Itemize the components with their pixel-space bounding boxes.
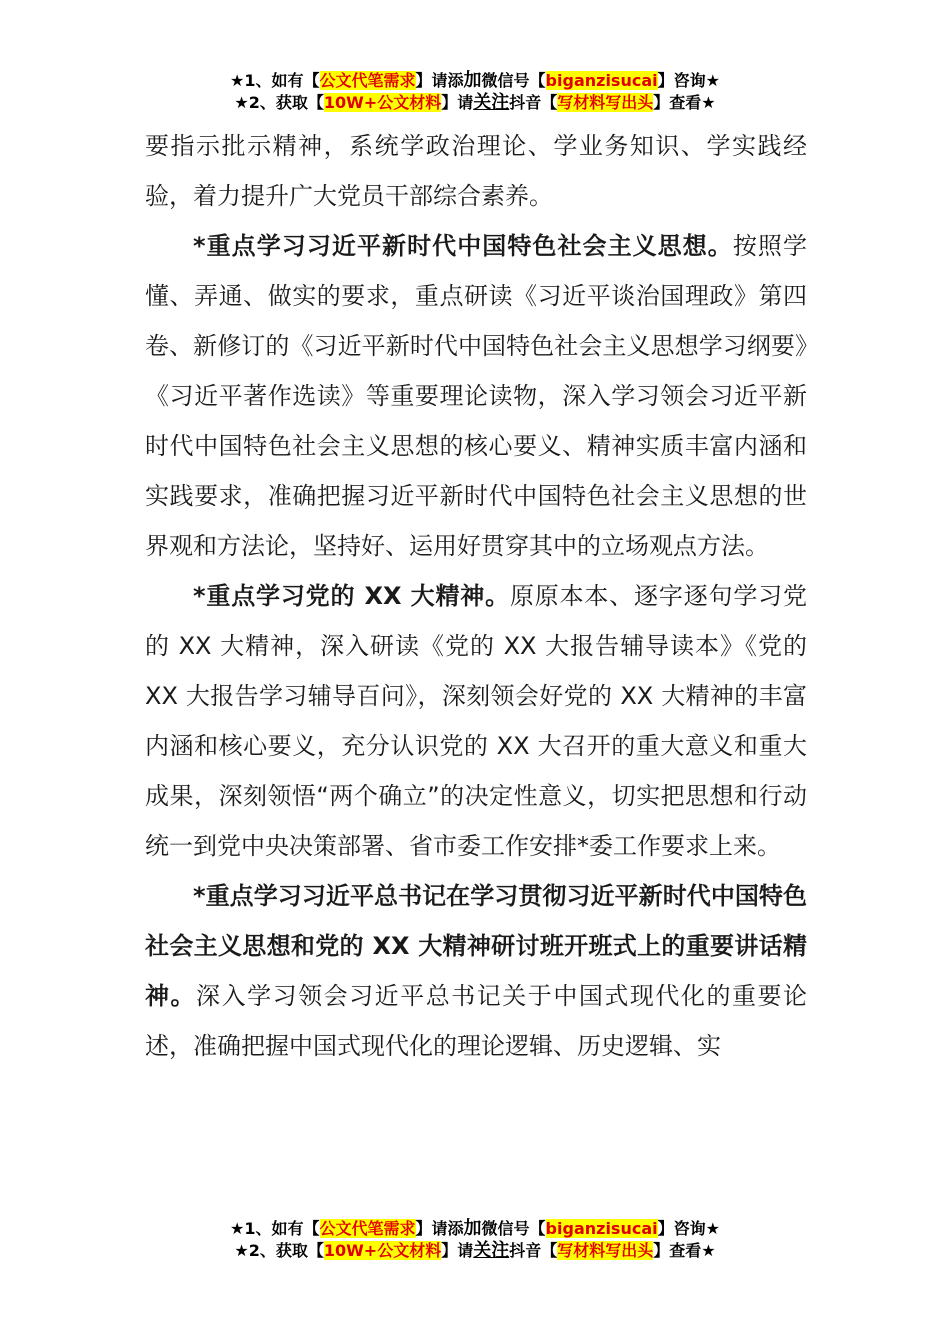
- banner-text: 抖音【: [509, 93, 558, 112]
- banner-text: ★2、获取【: [234, 93, 324, 112]
- header-banner: [0, 70, 950, 114]
- highlight-writing-service: 公文代笔需求: [319, 1219, 416, 1238]
- paragraph: [145, 571, 807, 871]
- banner-text: 】请: [441, 1241, 474, 1260]
- highlight-writing-service: 公文代笔需求: [319, 71, 416, 90]
- paragraph: [145, 871, 807, 1071]
- banner-text: 加: [463, 70, 482, 91]
- banner-text: 】请添: [415, 71, 464, 90]
- highlight-materials: 10W+公文材料: [323, 93, 442, 112]
- banner-line-1: [0, 1218, 950, 1240]
- banner-text: 】咨询★: [657, 1219, 720, 1238]
- banner-text: 】咨询★: [657, 71, 720, 90]
- paragraph-heading: *重点学习习近平新时代中国特色社会主义思想。: [193, 232, 733, 260]
- footer-banner: [0, 1218, 950, 1262]
- banner-text: 关注: [473, 92, 510, 113]
- banner-text: 】查看★: [653, 1241, 716, 1260]
- banner-text: 加: [463, 1218, 482, 1239]
- paragraph-heading: *重点学习党的 XX 大精神。: [193, 582, 510, 610]
- banner-text: 】请: [441, 93, 474, 112]
- banner-text: 】请添: [415, 1219, 464, 1238]
- paragraph-heading: *重点学习习近平总书记在学习贯彻习近平新时代中国特色社会主义思想和党的 XX 大精神研讨班开班式上的重要讲话精神。: [145, 882, 807, 1010]
- highlight-wechat-id: biganzisucai: [545, 71, 658, 90]
- paragraph-text: 原原本本、逐字逐句学习党的 XX 大精神，深入研读《党的 XX 大报告辅导读本》《党的 XX 大报告学习辅导百问》，深刻领会好党的 XX 大精神的丰富内涵和核心要义，充分认识党的 XX 大召开的重大意义和重大成果，深刻领悟“两个确立”的决定性意义，切实把思想和行动统一到党中央决策部署、省市委工作安排*委工作要求上来。: [145, 582, 807, 860]
- banner-line-1: [0, 70, 950, 92]
- paragraph-text: 按照学懂、弄通、做实的要求，重点研读《习近平谈治国理政》第四卷、新修订的《习近平新时代中国特色社会主义思想学习纲要》《习近平著作选读》等重要理论读物，深入学习领会习近平新时代中国特色社会主义思想的核心要义、精神实质丰富内涵和实践要求，准确把握习近平新时代中国特色社会主义思想的世界观和方法论，坚持好、运用好贯穿其中的立场观点方法。: [145, 232, 807, 560]
- highlight-douyin-account: 写材料写出头: [557, 93, 654, 112]
- banner-text: 关注: [473, 1240, 510, 1261]
- banner-text: ★1、如有【: [230, 71, 320, 90]
- paragraph: [145, 221, 807, 571]
- banner-text: ★1、如有【: [230, 1219, 320, 1238]
- banner-text: 微信号【: [481, 71, 546, 90]
- banner-line-2: [0, 1240, 950, 1262]
- highlight-wechat-id: biganzisucai: [545, 1219, 658, 1238]
- document-body: [145, 121, 807, 1071]
- banner-text: 抖音【: [509, 1241, 558, 1260]
- banner-text: 微信号【: [481, 1219, 546, 1238]
- highlight-douyin-account: 写材料写出头: [557, 1241, 654, 1260]
- banner-text: ★2、获取【: [234, 1241, 324, 1260]
- paragraph: 要指示批示精神，系统学政治理论、学业务知识、学实践经验，着力提升广大党员干部综合素养。: [145, 132, 807, 210]
- banner-text: 】查看★: [653, 93, 716, 112]
- paragraph-text: 深入学习领会习近平总书记关于中国式现代化的重要论述，准确把握中国式现代化的理论逻辑、历史逻辑、实: [145, 982, 808, 1060]
- highlight-materials: 10W+公文材料: [323, 1241, 442, 1260]
- banner-line-2: [0, 92, 950, 114]
